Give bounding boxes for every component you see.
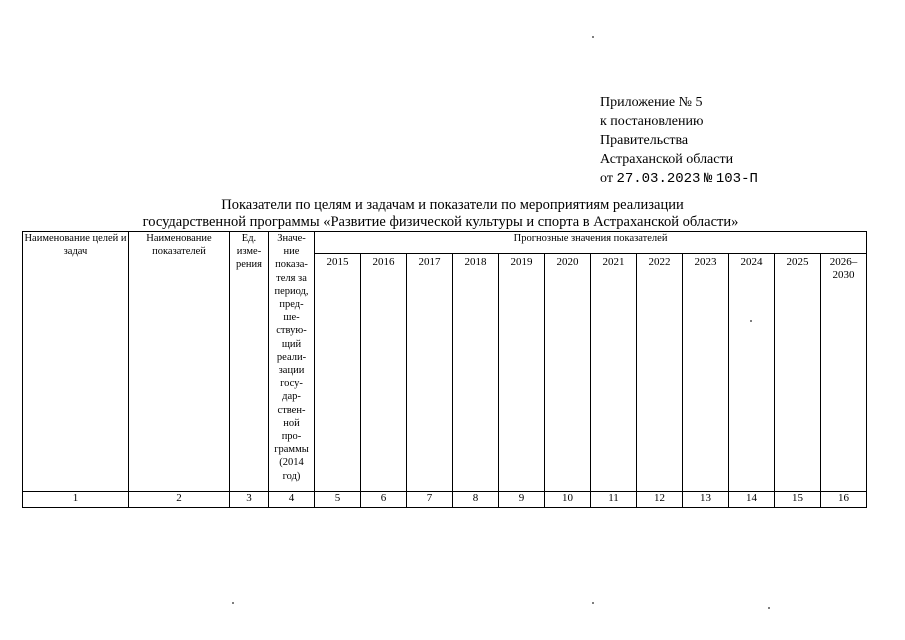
base-value-line: щий: [281, 338, 302, 350]
column-number: 6: [361, 492, 407, 508]
column-number: 13: [683, 492, 729, 508]
column-number: 15: [775, 492, 821, 508]
year-cell: 2023: [683, 254, 729, 492]
base-value-line: ние: [283, 246, 300, 258]
base-value-line: ше-: [283, 312, 300, 324]
column-number: 4: [269, 492, 315, 508]
annex-number: 103-П: [715, 171, 758, 187]
scan-speck: [232, 602, 234, 604]
base-value-line: теля за: [276, 272, 307, 284]
base-value-line: реали-: [276, 351, 307, 363]
annex-date-line: [600, 169, 758, 189]
column-number: 12: [637, 492, 683, 508]
header-unit: Ед. изме-рения: [230, 232, 269, 492]
annex-line-3: Правительства: [600, 133, 689, 148]
column-number: 3: [230, 492, 269, 508]
scan-speck: [768, 607, 770, 609]
date-prefix: от: [600, 171, 613, 186]
year-cell: 2016: [361, 254, 407, 492]
column-number: 5: [315, 492, 361, 508]
header-forecast: Прогнозные значения показателей: [315, 232, 867, 254]
year-cell: 2022: [637, 254, 683, 492]
header-row-1: [23, 232, 867, 254]
year-cell: 2018: [453, 254, 499, 492]
base-value-line: дар-: [282, 391, 301, 403]
year-cell: 2020: [545, 254, 591, 492]
year-cell: 2019: [499, 254, 545, 492]
header-indicator-names: Наименование показателей: [129, 232, 230, 492]
base-value-line: год): [282, 470, 301, 482]
annex-line-2: к постановлению: [600, 114, 704, 129]
base-value-line: зации: [278, 365, 305, 377]
annex-line-4: Астраханской области: [600, 152, 734, 167]
column-number-row: [23, 492, 867, 508]
year-cell: 2021: [591, 254, 637, 492]
column-number: 10: [545, 492, 591, 508]
base-value-line: период,: [274, 285, 309, 297]
document-title-line-1: Показатели по целям и задачам и показатели по мероприятиям реализации: [221, 197, 684, 213]
header-goals-tasks: Наименование целей и задач: [23, 232, 129, 492]
column-number: 9: [499, 492, 545, 508]
column-number: 11: [591, 492, 637, 508]
year-cell: 2017: [407, 254, 453, 492]
number-prefix: №: [703, 171, 713, 187]
scan-speck: [750, 320, 752, 322]
base-value-line: про-: [281, 431, 302, 443]
scan-speck: [592, 602, 594, 604]
base-value-line: граммы: [274, 444, 309, 456]
base-value-line: (2014: [279, 457, 304, 469]
annex-date: 27.03.2023: [616, 171, 701, 187]
year-cell-range: 2026–2030: [821, 254, 867, 492]
base-value-line: ной: [283, 417, 300, 429]
indicators-table: [22, 231, 867, 508]
base-value-line: ствую-: [276, 325, 307, 337]
base-value-line: госу-: [280, 378, 303, 390]
column-number: 7: [407, 492, 453, 508]
document-title-line-2: государственной программы «Развитие физической культуры и спорта в Астраханской области»: [142, 214, 739, 230]
base-value-line: ствен-: [277, 404, 306, 416]
column-number: 2: [129, 492, 230, 508]
base-value-line: пред-: [279, 299, 304, 311]
column-number: 14: [729, 492, 775, 508]
base-value-line: Значе-: [277, 233, 306, 244]
column-number: 1: [23, 492, 129, 508]
year-cell: 2015: [315, 254, 361, 492]
annex-block: [600, 93, 758, 189]
header-base-value: [269, 232, 315, 492]
year-cell: 2024: [729, 254, 775, 492]
scan-speck: [592, 36, 594, 38]
year-cell: 2025: [775, 254, 821, 492]
column-number: 8: [453, 492, 499, 508]
column-number: 16: [821, 492, 867, 508]
base-value-line: показа-: [275, 259, 308, 271]
annex-line-1: Приложение № 5: [600, 95, 703, 110]
